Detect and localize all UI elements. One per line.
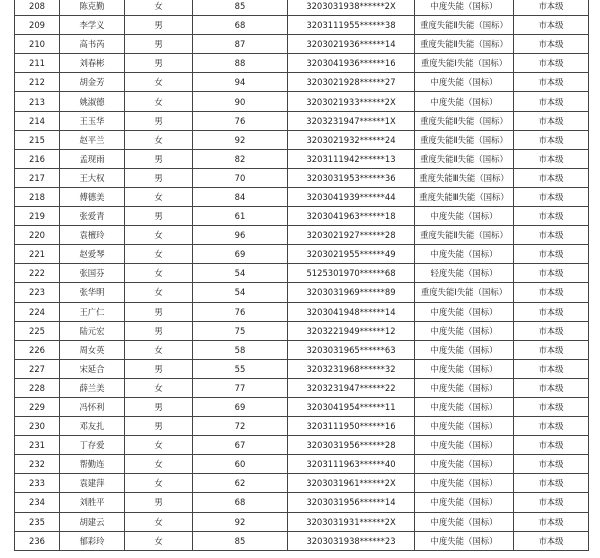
cell-id-number: 3203021928******27 xyxy=(288,73,415,92)
cell-disability-level: 中度失能（国标） xyxy=(415,455,514,474)
cell-row-number: 229 xyxy=(15,397,60,416)
cell-sex: 男 xyxy=(125,149,193,168)
cell-id-number: 3203221949******12 xyxy=(288,321,415,340)
cell-age: 72 xyxy=(193,417,288,436)
cell-row-number: 226 xyxy=(15,340,60,359)
cell-person-name: 邓友扎 xyxy=(60,417,125,436)
cell-sex: 男 xyxy=(125,54,193,73)
cell-sex: 女 xyxy=(125,264,193,283)
cell-id-number: 3203041963******18 xyxy=(288,207,415,226)
cell-id-number: 3203031965******63 xyxy=(288,340,415,359)
cell-age: 68 xyxy=(193,493,288,512)
cell-admin-level: 市本级 xyxy=(514,130,589,149)
cell-sex: 男 xyxy=(125,16,193,35)
cell-row-number: 209 xyxy=(15,16,60,35)
cell-sex: 女 xyxy=(125,0,193,16)
cell-person-name: 冯怀利 xyxy=(60,397,125,416)
cell-person-name: 帮勤连 xyxy=(60,455,125,474)
cell-admin-level: 市本级 xyxy=(514,245,589,264)
cell-person-name: 孟现雨 xyxy=(60,149,125,168)
cell-admin-level: 市本级 xyxy=(514,531,589,550)
cell-id-number: 3203021933******2X xyxy=(288,92,415,111)
table-row xyxy=(15,226,589,245)
cell-id-number: 3203031969******89 xyxy=(288,283,415,302)
table-row xyxy=(15,417,589,436)
cell-age: 54 xyxy=(193,264,288,283)
table-row xyxy=(15,73,589,92)
cell-age: 61 xyxy=(193,207,288,226)
cell-admin-level: 市本级 xyxy=(514,417,589,436)
cell-age: 85 xyxy=(193,531,288,550)
table-row xyxy=(15,207,589,226)
cell-person-name: 赵爱琴 xyxy=(60,245,125,264)
table-row xyxy=(15,378,589,397)
cell-person-name: 郁彩玲 xyxy=(60,531,125,550)
cell-id-number: 3203021932******24 xyxy=(288,130,415,149)
cell-age: 76 xyxy=(193,302,288,321)
cell-disability-level: 中度失能（国标） xyxy=(415,321,514,340)
table-row xyxy=(15,264,589,283)
cell-id-number: 3203031956******28 xyxy=(288,436,415,455)
cell-row-number: 212 xyxy=(15,73,60,92)
cell-id-number: 3203031931******2X xyxy=(288,512,415,531)
table-row xyxy=(15,321,589,340)
cell-admin-level: 市本级 xyxy=(514,149,589,168)
cell-sex: 男 xyxy=(125,493,193,512)
cell-disability-level: 中度失能（国标） xyxy=(415,493,514,512)
cell-id-number: 3203041939******44 xyxy=(288,187,415,206)
cell-admin-level: 市本级 xyxy=(514,92,589,111)
table-row xyxy=(15,16,589,35)
cell-admin-level: 市本级 xyxy=(514,397,589,416)
table-row xyxy=(15,455,589,474)
cell-sex: 男 xyxy=(125,168,193,187)
table-row xyxy=(15,35,589,54)
cell-sex: 女 xyxy=(125,436,193,455)
cell-row-number: 216 xyxy=(15,149,60,168)
table-row xyxy=(15,283,589,302)
table-row xyxy=(15,397,589,416)
cell-sex: 男 xyxy=(125,302,193,321)
table-row xyxy=(15,168,589,187)
table-row xyxy=(15,130,589,149)
table-row xyxy=(15,474,589,493)
cell-person-name: 高书芮 xyxy=(60,35,125,54)
cell-disability-level: 重度失能Ⅱ失能（国标） xyxy=(415,226,514,245)
cell-age: 68 xyxy=(193,16,288,35)
cell-disability-level: 重度失能Ⅲ失能（国标） xyxy=(415,187,514,206)
cell-sex: 男 xyxy=(125,207,193,226)
cell-id-number: 3203231947******22 xyxy=(288,378,415,397)
cell-age: 92 xyxy=(193,512,288,531)
cell-row-number: 227 xyxy=(15,359,60,378)
table-row xyxy=(15,149,589,168)
cell-row-number: 221 xyxy=(15,245,60,264)
cell-disability-level: 中度失能（国标） xyxy=(415,359,514,378)
cell-id-number: 5125301970******68 xyxy=(288,264,415,283)
cell-disability-level: 中度失能（国标） xyxy=(415,245,514,264)
cell-age: 88 xyxy=(193,54,288,73)
cell-disability-level: 中度失能（国标） xyxy=(415,92,514,111)
cell-admin-level: 市本级 xyxy=(514,226,589,245)
table-row xyxy=(15,0,589,16)
cell-id-number: 3203041948******14 xyxy=(288,302,415,321)
cell-disability-level: 轻度失能（国标） xyxy=(415,264,514,283)
cell-id-number: 3203031956******14 xyxy=(288,493,415,512)
cell-disability-level: 重度失能Ⅱ失能（国标） xyxy=(415,16,514,35)
cell-person-name: 胡金芳 xyxy=(60,73,125,92)
cell-admin-level: 市本级 xyxy=(514,378,589,397)
cell-sex: 男 xyxy=(125,35,193,54)
cell-admin-level: 市本级 xyxy=(514,512,589,531)
cell-disability-level: 中度失能（国标） xyxy=(415,417,514,436)
cell-id-number: 3203021936******14 xyxy=(288,35,415,54)
cell-disability-level: 重度失能Ⅱ失能（国标） xyxy=(415,149,514,168)
cell-person-name: 刘胜平 xyxy=(60,493,125,512)
cell-age: 60 xyxy=(193,455,288,474)
cell-age: 84 xyxy=(193,187,288,206)
cell-admin-level: 市本级 xyxy=(514,321,589,340)
cell-sex: 女 xyxy=(125,245,193,264)
cell-disability-level: 中度失能（国标） xyxy=(415,207,514,226)
cell-sex: 女 xyxy=(125,283,193,302)
cell-id-number: 3203031961******2X xyxy=(288,474,415,493)
cell-age: 82 xyxy=(193,149,288,168)
cell-admin-level: 市本级 xyxy=(514,111,589,130)
table-row xyxy=(15,436,589,455)
cell-age: 92 xyxy=(193,130,288,149)
cell-id-number: 3203111942******13 xyxy=(288,149,415,168)
cell-admin-level: 市本级 xyxy=(514,35,589,54)
cell-person-name: 薛兰美 xyxy=(60,378,125,397)
cell-sex: 女 xyxy=(125,455,193,474)
cell-age: 85 xyxy=(193,0,288,16)
cell-age: 75 xyxy=(193,321,288,340)
table-row xyxy=(15,54,589,73)
cell-id-number: 3203021927******28 xyxy=(288,226,415,245)
cell-row-number: 220 xyxy=(15,226,60,245)
cell-sex: 男 xyxy=(125,321,193,340)
cell-sex: 女 xyxy=(125,474,193,493)
cell-admin-level: 市本级 xyxy=(514,340,589,359)
cell-sex: 女 xyxy=(125,378,193,397)
cell-admin-level: 市本级 xyxy=(514,0,589,16)
cell-age: 67 xyxy=(193,436,288,455)
table-row xyxy=(15,512,589,531)
cell-row-number: 211 xyxy=(15,54,60,73)
table-row xyxy=(15,92,589,111)
cell-age: 87 xyxy=(193,35,288,54)
cell-age: 96 xyxy=(193,226,288,245)
cell-person-name: 刘春彬 xyxy=(60,54,125,73)
cell-row-number: 222 xyxy=(15,264,60,283)
cell-admin-level: 市本级 xyxy=(514,168,589,187)
cell-sex: 女 xyxy=(125,512,193,531)
cell-person-name: 陈克勤 xyxy=(60,0,125,16)
cell-age: 54 xyxy=(193,283,288,302)
cell-person-name: 陆元宏 xyxy=(60,321,125,340)
cell-disability-level: 中度失能（国标） xyxy=(415,474,514,493)
cell-sex: 女 xyxy=(125,92,193,111)
cell-disability-level: 中度失能（国标） xyxy=(415,436,514,455)
cell-id-number: 3203031938******23 xyxy=(288,531,415,550)
cell-admin-level: 市本级 xyxy=(514,187,589,206)
cell-id-number: 3203231947******1X xyxy=(288,111,415,130)
cell-person-name: 袁建萍 xyxy=(60,474,125,493)
cell-age: 69 xyxy=(193,397,288,416)
table-row xyxy=(15,531,589,550)
cell-row-number: 232 xyxy=(15,455,60,474)
cell-id-number: 3203111950******16 xyxy=(288,417,415,436)
cell-person-name: 丁存爱 xyxy=(60,436,125,455)
cell-sex: 男 xyxy=(125,111,193,130)
cell-admin-level: 市本级 xyxy=(514,73,589,92)
table-row xyxy=(15,493,589,512)
cell-sex: 男 xyxy=(125,417,193,436)
cell-disability-level: 中度失能（国标） xyxy=(415,378,514,397)
cell-disability-level: 重度失能Ⅰ失能（国标） xyxy=(415,54,514,73)
cell-sex: 女 xyxy=(125,226,193,245)
cell-disability-level: 重度失能Ⅱ失能（国标） xyxy=(415,111,514,130)
cell-person-name: 傅德美 xyxy=(60,187,125,206)
cell-row-number: 215 xyxy=(15,130,60,149)
cell-person-name: 宋延合 xyxy=(60,359,125,378)
cell-person-name: 袁檀玲 xyxy=(60,226,125,245)
table-row xyxy=(15,187,589,206)
cell-id-number: 3203041954******11 xyxy=(288,397,415,416)
cell-disability-level: 重度失能Ⅱ失能（国标） xyxy=(415,35,514,54)
cell-disability-level: 重度失能Ⅱ失能（国标） xyxy=(415,130,514,149)
cell-row-number: 236 xyxy=(15,531,60,550)
cell-disability-level: 中度失能（国标） xyxy=(415,512,514,531)
cell-person-name: 周女英 xyxy=(60,340,125,359)
cell-age: 62 xyxy=(193,474,288,493)
cell-age: 90 xyxy=(193,92,288,111)
cell-person-name: 张国芬 xyxy=(60,264,125,283)
cell-row-number: 214 xyxy=(15,111,60,130)
cell-row-number: 223 xyxy=(15,283,60,302)
table-row xyxy=(15,340,589,359)
cell-disability-level: 中度失能（国标） xyxy=(415,302,514,321)
cell-row-number: 208 xyxy=(15,0,60,16)
cell-row-number: 218 xyxy=(15,187,60,206)
cell-id-number: 3203021955******49 xyxy=(288,245,415,264)
cell-sex: 女 xyxy=(125,340,193,359)
cell-age: 94 xyxy=(193,73,288,92)
cell-row-number: 219 xyxy=(15,207,60,226)
cell-sex: 女 xyxy=(125,73,193,92)
cell-person-name: 姚淑德 xyxy=(60,92,125,111)
cell-admin-level: 市本级 xyxy=(514,302,589,321)
cell-row-number: 231 xyxy=(15,436,60,455)
cell-disability-level: 中度失能（国标） xyxy=(415,73,514,92)
cell-id-number: 3203031953******36 xyxy=(288,168,415,187)
cell-id-number: 3203231968******32 xyxy=(288,359,415,378)
cell-row-number: 213 xyxy=(15,92,60,111)
cell-sex: 男 xyxy=(125,359,193,378)
cell-row-number: 233 xyxy=(15,474,60,493)
cell-id-number: 3203031938******2X xyxy=(288,0,415,16)
cell-disability-level: 重度失能Ⅰ失能（国标） xyxy=(415,283,514,302)
cell-admin-level: 市本级 xyxy=(514,54,589,73)
cell-admin-level: 市本级 xyxy=(514,207,589,226)
cell-sex: 女 xyxy=(125,187,193,206)
cell-person-name: 王玉华 xyxy=(60,111,125,130)
cell-row-number: 234 xyxy=(15,493,60,512)
cell-row-number: 230 xyxy=(15,417,60,436)
cell-disability-level: 中度失能（国标） xyxy=(415,531,514,550)
cell-admin-level: 市本级 xyxy=(514,455,589,474)
cell-disability-level: 重度失能Ⅲ失能（国标） xyxy=(415,168,514,187)
cell-age: 69 xyxy=(193,245,288,264)
table-row xyxy=(15,245,589,264)
cell-row-number: 225 xyxy=(15,321,60,340)
cell-id-number: 3203111963******40 xyxy=(288,455,415,474)
cell-admin-level: 市本级 xyxy=(514,264,589,283)
cell-sex: 女 xyxy=(125,130,193,149)
cell-admin-level: 市本级 xyxy=(514,283,589,302)
cell-person-name: 赵平兰 xyxy=(60,130,125,149)
table-body xyxy=(15,0,589,550)
cell-admin-level: 市本级 xyxy=(514,16,589,35)
cell-person-name: 张爱青 xyxy=(60,207,125,226)
cell-person-name: 王大权 xyxy=(60,168,125,187)
cell-person-name: 王广仁 xyxy=(60,302,125,321)
cell-sex: 女 xyxy=(125,531,193,550)
roster-table xyxy=(14,0,589,551)
cell-admin-level: 市本级 xyxy=(514,493,589,512)
cell-age: 76 xyxy=(193,111,288,130)
cell-disability-level: 中度失能（国标） xyxy=(415,397,514,416)
cell-row-number: 217 xyxy=(15,168,60,187)
cell-age: 58 xyxy=(193,340,288,359)
table-row xyxy=(15,111,589,130)
cell-disability-level: 中度失能（国标） xyxy=(415,0,514,16)
cell-age: 70 xyxy=(193,168,288,187)
table-row xyxy=(15,359,589,378)
cell-sex: 男 xyxy=(125,397,193,416)
cell-admin-level: 市本级 xyxy=(514,474,589,493)
table-row xyxy=(15,302,589,321)
cell-age: 55 xyxy=(193,359,288,378)
cell-row-number: 210 xyxy=(15,35,60,54)
cell-age: 77 xyxy=(193,378,288,397)
cell-disability-level: 中度失能（国标） xyxy=(415,340,514,359)
cell-admin-level: 市本级 xyxy=(514,359,589,378)
cell-person-name: 胡建云 xyxy=(60,512,125,531)
cell-id-number: 3203111955******38 xyxy=(288,16,415,35)
cell-row-number: 235 xyxy=(15,512,60,531)
cell-person-name: 张华明 xyxy=(60,283,125,302)
cell-row-number: 224 xyxy=(15,302,60,321)
cell-admin-level: 市本级 xyxy=(514,436,589,455)
cell-row-number: 228 xyxy=(15,378,60,397)
cell-id-number: 3203041936******16 xyxy=(288,54,415,73)
cell-person-name: 李学义 xyxy=(60,16,125,35)
